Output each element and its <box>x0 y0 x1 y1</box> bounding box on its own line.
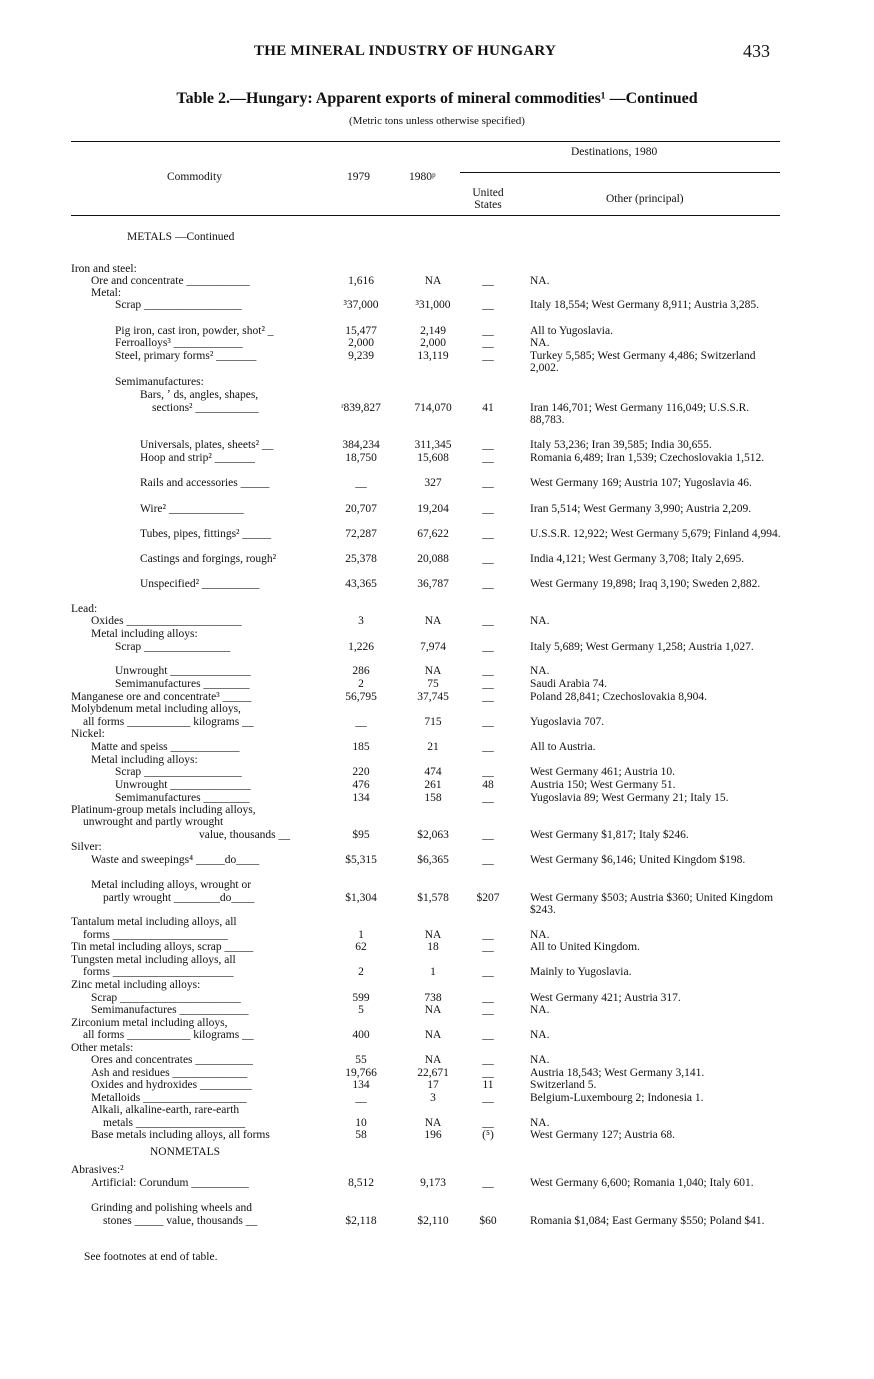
commodity-cell: Castings and forgings, rough² <box>140 553 277 565</box>
value-1979-cell: 400 <box>352 1029 370 1041</box>
value-1979-cell: 8,512 <box>348 1177 374 1189</box>
value-1980-cell: 158 <box>424 792 442 804</box>
value-1980-cell: 22,671 <box>417 1067 449 1079</box>
united-states-cell: __ <box>482 275 494 287</box>
value-1980-cell: NA <box>424 665 442 677</box>
value-1980-cell: 474 <box>424 766 442 778</box>
other-principal-header: Other (principal) <box>606 193 684 205</box>
value-1979-cell: ʳ839,827 <box>341 402 381 414</box>
value-1979-cell: 185 <box>352 741 370 753</box>
value-1980-cell: 13,119 <box>417 350 449 362</box>
other-destinations-cell: Austria 18,543; West Germany 3,141. <box>530 1067 705 1079</box>
value-1979-cell: ³37,000 <box>343 299 379 311</box>
value-1979-cell: 10 <box>355 1117 367 1129</box>
header-top-rule <box>71 141 780 142</box>
united-states-cell: __ <box>482 641 494 653</box>
commodity-cell: Grinding and polishing wheels and <box>91 1202 252 1214</box>
other-destinations-cell: Romania 6,489; Iran 1,539; Czechoslovakia 1,512. <box>530 452 765 464</box>
united-states-cell: __ <box>482 992 494 1004</box>
value-1980-cell: 67,622 <box>417 528 449 540</box>
value-1980-cell: 36,787 <box>417 578 449 590</box>
united-states-cell: __ <box>482 553 494 565</box>
value-1979-cell: 1,226 <box>348 641 374 653</box>
commodity-cell: Metal: <box>91 287 122 299</box>
value-1979-cell: $1,304 <box>345 892 377 904</box>
other-destinations-cell: Austria 150; West Germany 51. <box>530 779 676 791</box>
united-states-cell: __ <box>482 337 494 349</box>
other-destinations-cell: India 4,121; West Germany 3,708; Italy 2,695. <box>530 553 745 565</box>
value-1979-cell: 1 <box>358 929 364 941</box>
value-1979-cell: __ <box>355 1092 367 1104</box>
other-destinations-cell: Yugoslavia 89; West Germany 21; Italy 15. <box>530 792 729 804</box>
commodity-cell: Oxides ____________________ <box>91 615 242 627</box>
other-destinations-cell: Saudi Arabia 74. <box>530 678 607 690</box>
commodity-cell: Platinum-group metals including alloys, <box>71 804 256 816</box>
other-destinations-cell: Italy 5,689; West Germany 1,258; Austria 1,027. <box>530 641 754 653</box>
value-1979-cell: 20,707 <box>345 503 377 515</box>
value-1979-cell: 5 <box>358 1004 364 1016</box>
other-destinations-cell: NA. <box>530 1004 550 1016</box>
other-destinations-cell: Switzerland 5. <box>530 1079 597 1091</box>
united-states-cell: __ <box>482 477 494 489</box>
value-1979-cell: 9,239 <box>348 350 374 362</box>
commodity-cell: all forms ___________ kilograms __ <box>83 1029 254 1041</box>
table-subtitle: (Metric tons unless otherwise specified) <box>349 115 525 127</box>
value-1979-cell: 2,000 <box>348 337 374 349</box>
united-states-cell: __ <box>482 929 494 941</box>
value-1980-cell: 196 <box>424 1129 442 1141</box>
value-1979-cell: 3 <box>358 615 364 627</box>
value-1980-cell: NA <box>424 275 442 287</box>
commodity-cell: Steel, primary forms² _______ <box>115 350 257 362</box>
other-destinations-cell: NA. <box>530 1054 550 1066</box>
united-states-cell: __ <box>482 1117 494 1129</box>
value-1980-cell: 715 <box>424 716 442 728</box>
value-1980-cell: 17 <box>427 1079 439 1091</box>
commodity-cell: Ore and concentrate ___________ <box>91 275 250 287</box>
value-1979-cell: 25,378 <box>345 553 377 565</box>
united-states-cell: __ <box>482 1004 494 1016</box>
value-1979-cell: $95 <box>352 829 370 841</box>
other-destinations-cell: NA. <box>530 337 550 349</box>
value-1980-cell: 311,345 <box>414 439 452 451</box>
value-1979-cell: $5,315 <box>345 854 377 866</box>
value-1980-cell: 20,088 <box>417 553 449 565</box>
footnote-reference: See footnotes at end of table. <box>84 1251 218 1263</box>
other-destinations-cell: All to Yugoslavia. <box>530 325 613 337</box>
other-destinations-cell: Italy 53,236; Iran 39,585; India 30,655. <box>530 439 712 451</box>
other-destinations-cell: Turkey 5,585; West Germany 4,486; Switzerland 2,002. <box>530 350 756 374</box>
other-destinations-cell: West Germany 169; Austria 107; Yugoslavia 46. <box>530 477 752 489</box>
other-destinations-cell: Yugoslavia 707. <box>530 716 605 728</box>
value-1980-cell: 75 <box>427 678 439 690</box>
value-1979-cell: 384,234 <box>342 439 380 451</box>
other-destinations-cell: West Germany 19,898; Iraq 3,190; Sweden 2,882. <box>530 578 761 590</box>
commodity-cell: Tungsten metal including alloys, all <box>71 954 236 966</box>
value-1980-cell: 2,149 <box>420 325 446 337</box>
other-destinations-cell: Italy 18,554; West Germany 8,911; Austria 3,285. <box>530 299 760 311</box>
commodity-cell: value, thousands __ <box>199 829 291 841</box>
other-destinations-cell: West Germany $6,146; United Kingdom $198. <box>530 854 746 866</box>
united-states-cell: __ <box>482 503 494 515</box>
other-destinations-cell: Mainly to Yugoslavia. <box>530 966 632 978</box>
commodity-cell: all forms ___________ kilograms __ <box>83 716 254 728</box>
value-1980-cell: NA <box>424 615 442 627</box>
commodity-cell: unwrought and partly wrought <box>83 816 224 828</box>
commodity-cell: metals ___________________ <box>103 1117 246 1129</box>
other-destinations-cell: West Germany 127; Austria 68. <box>530 1129 676 1141</box>
commodity-cell: Tantalum metal including alloys, all <box>71 916 237 928</box>
value-1979-cell: 476 <box>352 779 370 791</box>
commodity-cell: Semimanufactures ____________ <box>91 1004 249 1016</box>
other-destinations-cell: NA. <box>530 275 550 287</box>
other-destinations-cell: Poland 28,841; Czechoslovakia 8,904. <box>530 691 707 703</box>
commodity-cell: Artificial: Corundum __________ <box>91 1177 249 1189</box>
value-1979-cell: 62 <box>355 941 367 953</box>
other-destinations-cell: NA. <box>530 1117 550 1129</box>
commodity-cell: Ash and residues _____________ <box>91 1067 248 1079</box>
value-1979-cell: 2 <box>358 966 364 978</box>
commodity-cell: Scrap _____________________ <box>91 992 241 1004</box>
commodity-cell: Nickel: <box>71 728 105 740</box>
commodity-cell: Base metals including alloys, all forms <box>91 1129 270 1141</box>
united-states-cell: $60 <box>479 1215 497 1227</box>
commodity-cell: Molybdenum metal including alloys, <box>71 703 241 715</box>
value-1979-cell: 19,766 <box>345 1067 377 1079</box>
value-1980-cell: 18 <box>427 941 439 953</box>
other-destinations-cell: West Germany 421; Austria 317. <box>530 992 681 1004</box>
year-1980-header: 1980ᵖ <box>409 171 436 183</box>
other-destinations-cell: NA. <box>530 665 550 677</box>
value-1980-cell: NA <box>424 1117 442 1129</box>
united-states-cell: __ <box>482 439 494 451</box>
value-1980-cell: 1 <box>430 966 436 978</box>
united-states-cell: __ <box>482 350 494 362</box>
united-states-cell: __ <box>482 1067 494 1079</box>
united-states-cell: __ <box>482 766 494 778</box>
other-destinations-cell: Romania $1,084; East Germany $550; Poland $41. <box>530 1215 765 1227</box>
commodity-cell: Manganese ore and concentrate³ _____ <box>71 691 252 703</box>
value-1980-cell: 261 <box>424 779 442 791</box>
commodity-cell: Tubes, pipes, fittings² _____ <box>140 528 272 540</box>
value-1980-cell: 9,173 <box>420 1177 446 1189</box>
other-destinations-cell: Iran 5,514; West Germany 3,990; Austria 2,209. <box>530 503 752 515</box>
other-destinations-cell: NA. <box>530 929 550 941</box>
destinations-header: Destinations, 1980 <box>571 146 658 158</box>
commodity-cell: Scrap _________________ <box>115 766 242 778</box>
commodity-cell: Metalloids __________________ <box>91 1092 247 1104</box>
value-1979-cell: 55 <box>355 1054 367 1066</box>
united-states-cell: __ <box>482 528 494 540</box>
destinations-rule <box>460 172 780 173</box>
united-states-cell: 11 <box>482 1079 494 1091</box>
commodity-cell: Alkali, alkaline-earth, rare-earth <box>91 1104 240 1116</box>
united-states-cell: __ <box>482 615 494 627</box>
value-1980-cell: 21 <box>427 741 439 753</box>
value-1980-cell: NA <box>424 1054 442 1066</box>
value-1979-cell: 286 <box>352 665 370 677</box>
value-1980-cell: 15,608 <box>417 452 449 464</box>
other-destinations-cell: Belgium-Luxembourg 2; Indonesia 1. <box>530 1092 704 1104</box>
united-states-cell: $207 <box>476 892 500 904</box>
commodity-cell: Other metals: <box>71 1042 134 1054</box>
commodity-cell: Metal including alloys, wrought or <box>91 879 252 891</box>
commodity-cell: Bars, ʼ ds, angles, shapes, <box>140 389 259 401</box>
commodity-cell: Unspecified² __________ <box>140 578 260 590</box>
commodity-cell: Scrap _______________ <box>115 641 231 653</box>
value-1980-cell: 738 <box>424 992 442 1004</box>
commodity-cell: Semimanufactures ________ <box>115 678 250 690</box>
commodity-cell: Pig iron, cast iron, powder, shot² _ <box>115 325 274 337</box>
commodity-cell: Ores and concentrates __________ <box>91 1054 253 1066</box>
value-1979-cell: 58 <box>355 1129 367 1141</box>
value-1980-cell: 37,745 <box>417 691 449 703</box>
united-states-cell: __ <box>482 578 494 590</box>
commodity-cell: Universals, plates, sheets² __ <box>140 439 274 451</box>
value-1979-cell: __ <box>355 477 367 489</box>
other-destinations-cell: Iran 146,701; West Germany 116,049; U.S.S.R. 88,783. <box>530 402 750 426</box>
value-1980-cell: 7,974 <box>420 641 446 653</box>
commodity-cell: Iron and steel: <box>71 263 137 275</box>
commodity-cell: stones _____ value, thousands __ <box>103 1215 258 1227</box>
commodity-cell: forms _____________________ <box>83 966 234 978</box>
united-states-cell: __ <box>482 829 494 841</box>
commodity-cell: Metal including alloys: <box>91 754 198 766</box>
value-1979-cell: $2,118 <box>345 1215 377 1227</box>
value-1979-cell: 72,287 <box>345 528 377 540</box>
value-1980-cell: $6,365 <box>417 854 449 866</box>
header-bottom-rule <box>71 215 780 216</box>
other-destinations-cell: NA. <box>530 615 550 627</box>
value-1979-cell: 220 <box>352 766 370 778</box>
other-destinations-cell: West Germany $503; Austria $360; United Kingdom $243. <box>530 892 774 916</box>
value-1979-cell: __ <box>355 716 367 728</box>
united-states-cell: __ <box>482 1054 494 1066</box>
commodity-cell: Unwrought ______________ <box>115 779 251 791</box>
other-destinations-cell: All to United Kingdom. <box>530 941 640 953</box>
commodity-cell: NONMETALS <box>150 1146 220 1158</box>
value-1979-cell: 134 <box>352 792 370 804</box>
united-states-cell: __ <box>482 665 494 677</box>
other-destinations-cell: West Germany $1,817; Italy $246. <box>530 829 689 841</box>
commodity-cell: Silver: <box>71 841 102 853</box>
commodity-cell: Matte and speiss ____________ <box>91 741 240 753</box>
commodity-cell: Zirconium metal including alloys, <box>71 1017 228 1029</box>
united-states-cell: __ <box>482 1029 494 1041</box>
commodity-cell: partly wrought ________do____ <box>103 892 255 904</box>
value-1979-cell: 599 <box>352 992 370 1004</box>
united-states-cell: __ <box>482 691 494 703</box>
commodity-cell: Unwrought ______________ <box>115 665 251 677</box>
united-states-cell: __ <box>482 678 494 690</box>
commodity-cell: Rails and accessories _____ <box>140 477 270 489</box>
value-1979-cell: 43,365 <box>345 578 377 590</box>
commodity-cell: Tin metal including alloys, scrap _____ <box>71 941 254 953</box>
united-states-cell: __ <box>482 741 494 753</box>
commodity-cell: METALS —Continued <box>127 231 235 243</box>
value-1980-cell: $2,063 <box>417 829 449 841</box>
united-states-cell: __ <box>482 941 494 953</box>
value-1979-cell: 134 <box>352 1079 370 1091</box>
value-1980-cell: NA <box>424 1004 442 1016</box>
united-states-cell: __ <box>482 854 494 866</box>
value-1980-cell: 2,000 <box>420 337 446 349</box>
commodity-cell: forms ____________________ <box>83 929 228 941</box>
united-states-cell: __ <box>482 1177 494 1189</box>
value-1980-cell: 714,070 <box>414 402 452 414</box>
other-destinations-cell: West Germany 6,600; Romania 1,040; Italy 601. <box>530 1177 754 1189</box>
value-1980-cell: $1,578 <box>417 892 449 904</box>
value-1979-cell: 18,750 <box>345 452 377 464</box>
united-states-cell: __ <box>482 299 494 311</box>
united-states-cell: __ <box>482 966 494 978</box>
commodity-cell: Ferroalloys³ ____________ <box>115 337 243 349</box>
commodity-cell: Semimanufactures: <box>115 376 204 388</box>
united-states-cell: 41 <box>482 402 494 414</box>
other-destinations-cell: All to Austria. <box>530 741 596 753</box>
commodity-cell: Oxides and hydroxides _________ <box>91 1079 252 1091</box>
united-states-cell: __ <box>482 452 494 464</box>
year-1979-header: 1979 <box>347 171 370 183</box>
other-destinations-cell: U.S.S.R. 12,922; West Germany 5,679; Finland 4,994. <box>530 528 781 540</box>
value-1980-cell: 19,204 <box>417 503 449 515</box>
commodity-cell: Wire² _____________ <box>140 503 244 515</box>
value-1979-cell: 2 <box>358 678 364 690</box>
other-destinations-cell: NA. <box>530 1029 550 1041</box>
commodity-cell: Metal including alloys: <box>91 628 198 640</box>
value-1980-cell: 327 <box>424 477 442 489</box>
value-1980-cell: $2,110 <box>417 1215 449 1227</box>
commodity-cell: Lead: <box>71 603 98 615</box>
united-states-cell: __ <box>482 716 494 728</box>
value-1979-cell: 1,616 <box>348 275 374 287</box>
united-states-cell: (⁵) <box>482 1129 494 1141</box>
commodity-cell: sections² ___________ <box>152 402 259 414</box>
united-states-cell: 48 <box>482 779 494 791</box>
commodity-cell: Hoop and strip² _______ <box>140 452 255 464</box>
commodity-cell: Semimanufactures ________ <box>115 792 250 804</box>
commodity-cell: Abrasives:² <box>71 1164 124 1176</box>
united-states-header: United States <box>472 187 504 211</box>
running-title: THE MINERAL INDUSTRY OF HUNGARY <box>254 43 557 59</box>
value-1979-cell: 56,795 <box>345 691 377 703</box>
united-states-cell: __ <box>482 325 494 337</box>
commodity-header: Commodity <box>167 171 222 183</box>
table-title: Table 2.—Hungary: Apparent exports of mineral commodities¹ —Continued <box>176 90 698 107</box>
commodity-cell: Waste and sweepings⁴ _____do____ <box>91 854 260 866</box>
commodity-cell: Scrap _________________ <box>115 299 242 311</box>
value-1980-cell: 3 <box>430 1092 436 1104</box>
value-1979-cell: 15,477 <box>345 325 377 337</box>
commodity-cell: Zinc metal including alloys: <box>71 979 201 991</box>
united-states-cell: __ <box>482 792 494 804</box>
value-1980-cell: NA <box>424 929 442 941</box>
value-1980-cell: ³31,000 <box>415 299 451 311</box>
value-1980-cell: NA <box>424 1029 442 1041</box>
page-number: 433 <box>743 41 770 61</box>
united-states-cell: __ <box>482 1092 494 1104</box>
other-destinations-cell: West Germany 461; Austria 10. <box>530 766 676 778</box>
